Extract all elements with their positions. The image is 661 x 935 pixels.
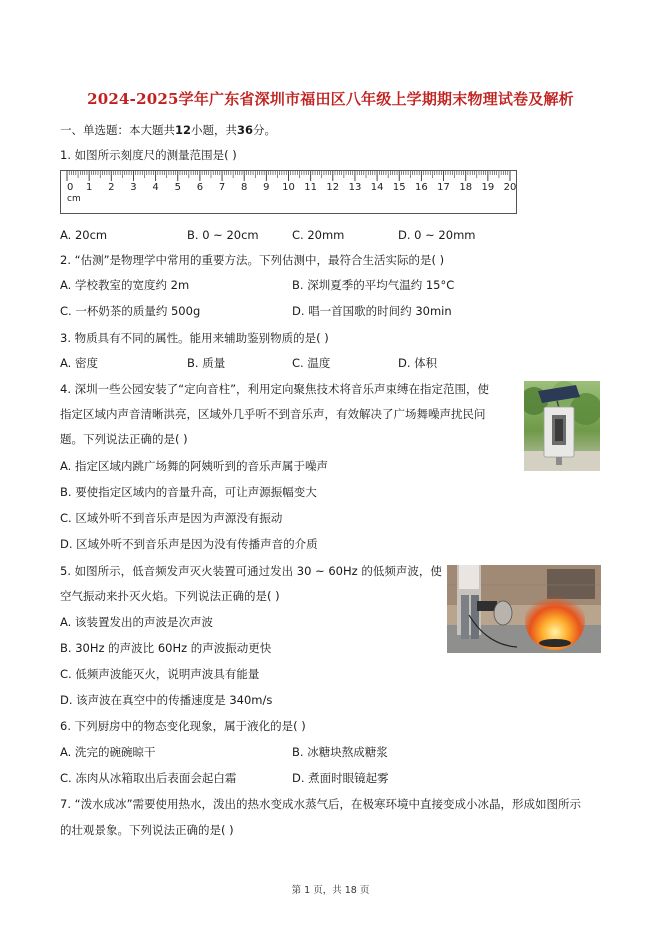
question-6-stem: 6. 下列厨房中的物态变化现象，属于液化的是( )	[60, 719, 306, 733]
question-1-stem: 1. 如图所示刻度尺的测量范围是( )	[60, 148, 237, 162]
ruler-label: 19	[481, 182, 495, 193]
question-5-option-d: D. 该声波在真空中的传播速度是 340m/s	[60, 693, 273, 707]
question-3-stem: 3. 物质具有不同的属性。能用来辅助鉴别物质的是( )	[60, 331, 329, 345]
question-2-option-d: D. 唱一首国歌的时间约 30min	[292, 304, 452, 318]
question-1-option-d: D. 0 ~ 20mm	[398, 228, 476, 242]
question-6-option-b: B. 冰糖块熬成糖浆	[292, 745, 388, 759]
sound-fire-extinguisher-photo	[447, 565, 601, 653]
section-suffix: 分。	[253, 123, 277, 137]
question-6-option-d: D. 煮面时眼镜起雾	[292, 771, 389, 785]
question-1-option-b: B. 0 ~ 20cm	[187, 228, 259, 242]
question-6-option-a: A. 洗完的碗碗晾干	[60, 745, 156, 759]
question-2-stem: 2. “估测”是物理学中常用的重要方法。下列估测中，最符合生活实际的是( )	[60, 253, 445, 267]
question-4-line-2: 指定区域内声音清晰洪亮，区域外几乎听不到音乐声，有效解决了广场舞噪声扰民问	[60, 407, 486, 421]
section-count: 12	[175, 123, 192, 137]
ruler-label: 20	[503, 182, 516, 193]
question-5-option-b: B. 30Hz 的声波比 60Hz 的声波振动更快	[60, 641, 272, 655]
ruler-label: 6	[196, 182, 204, 193]
question-1-option-a: A. 20cm	[60, 228, 108, 242]
section-heading	[60, 123, 276, 137]
question-2-option-c: C. 一杯奶茶的质量约 500g	[60, 304, 201, 318]
ruler-label: 2	[108, 182, 115, 193]
ruler-label: 1	[85, 182, 93, 193]
section-score: 36	[237, 123, 254, 137]
ruler-label: 11	[304, 182, 318, 193]
page-footer: 第 1 页，共 18 页	[291, 885, 370, 896]
question-3-option-d: D. 体积	[398, 356, 438, 370]
ruler-label: 8	[241, 182, 248, 193]
question-5-option-c: C. 低频声波能灭火，说明声波具有能量	[60, 667, 260, 681]
ruler-label: 16	[415, 182, 428, 193]
ruler-label: 15	[392, 182, 406, 193]
section-mid: 小题，共	[191, 123, 238, 137]
ruler-label: 10	[282, 182, 295, 193]
ruler-label: 3	[130, 182, 137, 193]
page-title: 2024-2025学年广东省深圳市福田区八年级上学期期末物理试卷及解析	[87, 90, 574, 108]
question-5-line-2: 空气振动来扑灭火焰。下列说法正确的是( )	[60, 589, 280, 603]
ruler-label: 9	[263, 182, 270, 193]
ruler-label: 12	[326, 182, 340, 193]
question-2-option-a: A. 学校教室的宽度约 2m	[60, 278, 190, 292]
question-4-line-3: 题。下列说法正确的是( )	[60, 432, 188, 446]
question-5-option-a: A. 该装置发出的声波是次声波	[60, 615, 213, 629]
question-3-option-a: A. 密度	[60, 356, 98, 370]
ruler-label: 5	[174, 182, 181, 193]
ruler-unit: cm	[67, 194, 81, 204]
ruler-label: 4	[152, 182, 159, 193]
question-1-option-c: C. 20mm	[292, 228, 345, 242]
ruler-label: 13	[348, 182, 362, 193]
ruler-label: 14	[370, 182, 384, 193]
question-4-option-d: D. 区域外听不到音乐声是因为没有传播声音的介质	[60, 537, 318, 551]
question-2-option-b: B. 深圳夏季的平均气温约 15°C	[292, 278, 455, 292]
ruler-figure	[60, 170, 517, 214]
question-3-option-c: C. 温度	[292, 356, 331, 370]
ruler-label: 17	[437, 182, 450, 193]
question-5-line-1: 5. 如图所示，低音频发声灭火装置可通过发出 30 ~ 60Hz 的低频声波，使	[60, 564, 442, 578]
ruler-label: 18	[459, 182, 473, 193]
question-4-option-c: C. 区域外听不到音乐声是因为声源没有振动	[60, 511, 283, 525]
ruler-label: 0	[67, 182, 74, 193]
question-4-line-1: 4. 深圳一些公园安装了“定向音柱”，利用定向聚焦技术将音乐声束缚在指定范围，使	[60, 382, 490, 396]
question-6-option-c: C. 冻肉从冰箱取出后表面会起白霜	[60, 771, 237, 785]
question-4-option-a: A. 指定区域内跳广场舞的阿姨听到的音乐声属于噪声	[60, 459, 328, 473]
directional-speaker-photo	[524, 381, 600, 471]
section-prefix: 一、单选题：本大题共	[60, 123, 175, 137]
question-4-option-b: B. 要使指定区域内的音量升高，可让声源振幅变大	[60, 485, 317, 499]
question-7-line-1: 7. “泼水成冰”需要使用热水，泼出的热水变成水蒸气后，在极寒环境中直接变成小冰晶，形成如图所示	[60, 797, 582, 811]
question-7-line-2: 的壮观景象。下列说法正确的是( )	[60, 823, 234, 837]
ruler-label: 7	[218, 182, 226, 193]
question-3-option-b: B. 质量	[187, 356, 226, 370]
ruler-svg	[61, 171, 516, 213]
